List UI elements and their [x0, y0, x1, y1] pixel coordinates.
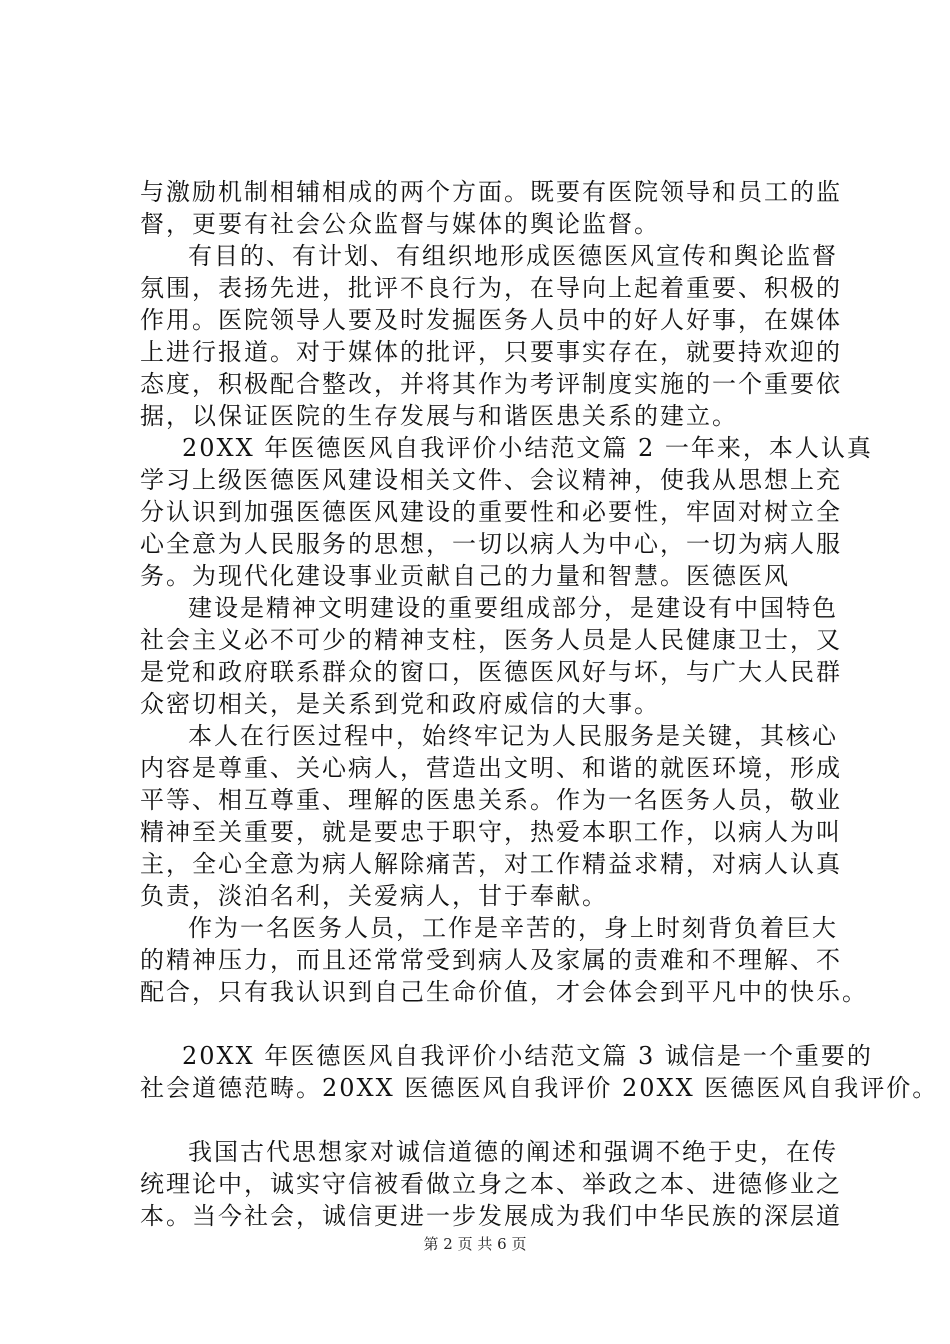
text-line: 统理论中，诚实守信被看做立身之本、举政之本、进德修业之: [140, 1170, 842, 1198]
text-line: 社会道德范畴。20XX 医德医风自我评价 20XX 医德医风自我评价。: [140, 1074, 939, 1102]
text-line: 配合，只有我认识到自己生命价值，才会体会到平凡中的快乐。: [140, 978, 868, 1006]
text-line: 学习上级医德医风建设相关文件、会议精神，使我从思想上充: [140, 466, 842, 494]
text-line: 社会主义必不可少的精神支柱，医务人员是人民健康卫士，又: [140, 626, 842, 654]
text-line: 20XX 年医德医风自我评价小结范文篇 2 一年来，本人认真: [182, 434, 873, 462]
text-line: 督，更要有社会公众监督与媒体的舆论监督。: [140, 210, 660, 238]
text-line: 氛围，表扬先进，批评不良行为，在导向上起着重要、积极的: [140, 274, 842, 302]
text-line: 负责，淡泊名利，关爱病人，甘于奉献。: [140, 882, 608, 910]
text-line: 与激励机制相辅相成的两个方面。既要有医院领导和员工的监: [140, 178, 842, 206]
text-line: 心全意为人民服务的思想，一切以病人为中心，一切为病人服: [140, 530, 842, 558]
page-number-footer: 第 2 页 共 6 页: [423, 1235, 527, 1253]
text-line: 本。当今社会，诚信更进一步发展成为我们中华民族的深层道: [140, 1202, 842, 1230]
text-line: 据，以保证医院的生存发展与和谐医患关系的建立。: [140, 402, 738, 430]
text-line: 态度，积极配合整改，并将其作为考评制度实施的一个重要依: [140, 370, 842, 398]
text-line: 作为一名医务人员，工作是辛苦的，身上时刻背负着巨大: [188, 914, 838, 942]
text-line: 建设是精神文明建设的重要组成部分，是建设有中国特色: [188, 594, 838, 622]
text-line: 作用。医院领导人要及时发掘医务人员中的好人好事，在媒体: [140, 306, 842, 334]
text-line: 分认识到加强医德医风建设的重要性和必要性，牢固对树立全: [140, 498, 842, 526]
text-line: 的精神压力，而且还常常受到病人及家属的责难和不理解、不: [140, 946, 842, 974]
text-line: 是党和政府联系群众的窗口，医德医风好与坏，与广大人民群: [140, 658, 842, 686]
text-line: 上进行报道。对于媒体的批评，只要事实存在，就要持欢迎的: [140, 338, 842, 366]
text-line: 平等、相互尊重、理解的医患关系。作为一名医务人员，敬业: [140, 786, 842, 814]
text-line: 20XX 年医德医风自我评价小结范文篇 3 诚信是一个重要的: [182, 1042, 873, 1070]
text-line: 主，全心全意为病人解除痛苦，对工作精益求精，对病人认真: [140, 850, 842, 878]
text-line: 本人在行医过程中，始终牢记为人民服务是关键，其核心: [188, 722, 838, 750]
text-line: 精神至关重要，就是要忠于职守，热爱本职工作，以病人为叫: [140, 818, 842, 846]
text-line: 有目的、有计划、有组织地形成医德医风宣传和舆论监督: [188, 242, 838, 270]
text-line: 我国古代思想家对诚信道德的阐述和强调不绝于史，在传: [188, 1138, 838, 1166]
text-line: 务。为现代化建设事业贡献自己的力量和智慧。医德医风: [140, 562, 790, 590]
text-line: 内容是尊重、关心病人，营造出文明、和谐的就医环境，形成: [140, 754, 842, 782]
text-line: 众密切相关，是关系到党和政府威信的大事。: [140, 690, 660, 718]
